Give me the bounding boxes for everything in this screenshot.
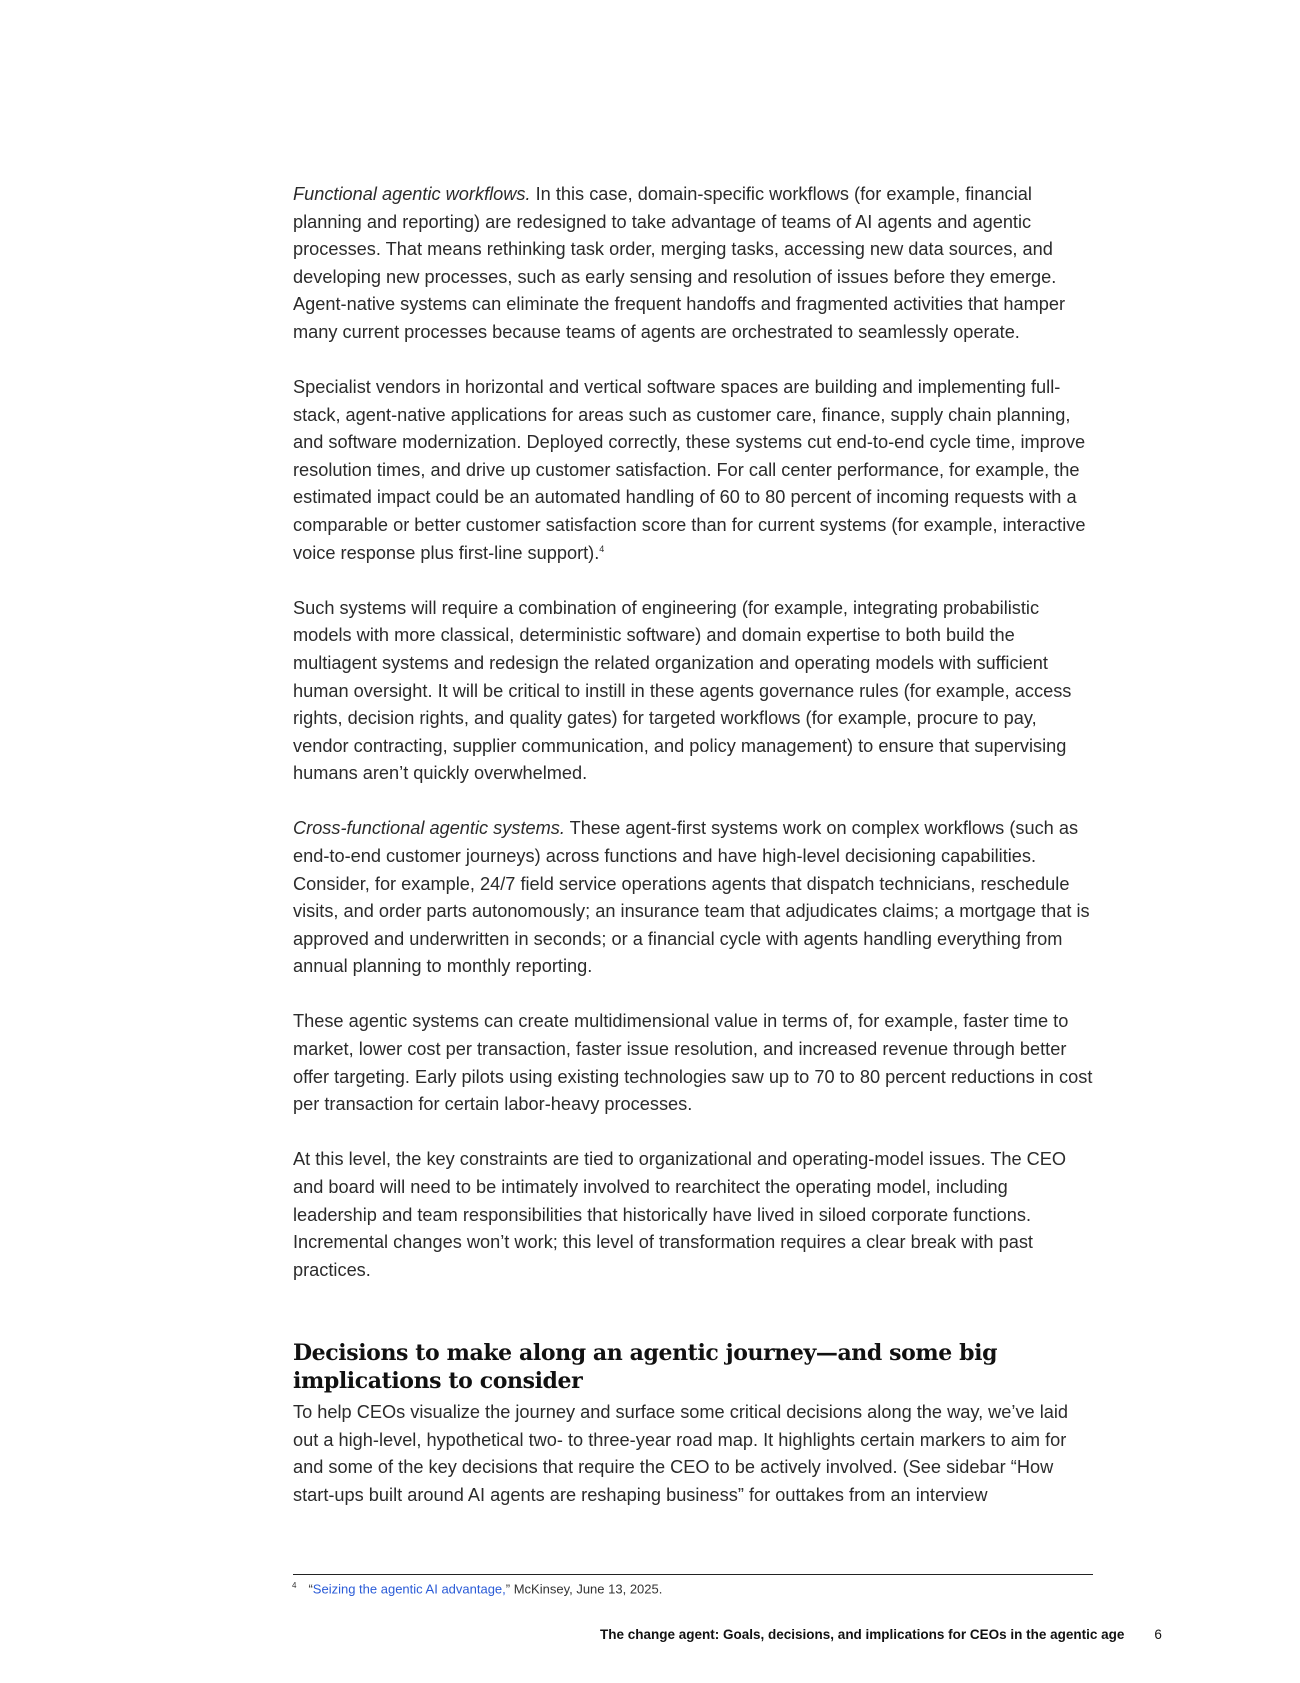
lead-functional-workflows: Functional agentic workflows. [293,184,531,204]
paragraph-cross-functional [293,815,1093,981]
paragraph-functional-workflows [293,181,1093,347]
article-body [293,181,1093,1537]
page-number: 6 [1154,1627,1162,1642]
paragraph-text: Specialist vendors in horizontal and vertical software spaces are building and implementing full-stack, agent-native applications for areas such as customer care, finance, supply chain planning, and software modernization. Deployed correctly, these systems cut end-to-end cycle time, improve resolution times, and drive up customer satisfaction. For call center performance, for example, the estimated impact could be an automated handling of 60 to 80 percent of incoming requests with a comparable or better customer satisfaction score than for current systems (for example, interactive voice response plus first-line support). [293,377,1086,563]
page-footer [600,1627,1160,1642]
footnote-source: ” McKinsey, June 13, 2025. [505,1581,663,1597]
footnote-number: 4 [292,1581,297,1590]
paragraph-road-map: To help CEOs visualize the journey and surface some critical decisions along the way, we’ve laid out a high-level, hypothetical two- to three-year road map. It highlights certain markers to aim for and some of the key decisions that require the CEO to be actively involved. (See sidebar “How start-ups built around AI agents are reshaping business” for outtakes from an interview [293,1402,1069,1506]
paragraph-specialist-vendors [293,374,1093,567]
footnote-open-quote: “ [308,1581,313,1597]
paragraph-text: These agent-first systems work on complex workflows (such as end-to-end customer journeys) across functions and have high-level decisioning capabilities. Consider, for example, 24/7 field service operations agents that dispatch technicians, reschedule visits, and order parts autonomously; an insurance team that adjudicates claims; a mortgage that is approved and underwritten in seconds; or a financial cycle with agents handling everything from annual planning to monthly reporting. [293,818,1090,977]
footnote-link[interactable]: Seizing the agentic AI advantage, [312,1581,506,1597]
footnote-divider [293,1574,1093,1575]
paragraph-text: In this case, domain-specific workflows (for example, financial planning and reporting) are redesigned to take advantage of teams of AI agents and agentic processes. That means rethinking task order, merging tasks, accessing new data sources, and developing new processes, such as early sensing and resolution of issues before they emerge. Agent-native systems can eliminate the frequent handoffs and fragmented activities that hamper many current processes because teams of agents are orchestrated to seamlessly operate. [293,184,1066,342]
paragraph-key-constraints: At this level, the key constraints are tied to organizational and operating-model issues. The CEO and board will need to be intimately involved to rearchitect the operating model, including leadership and team responsibilities that historically have lived in siloed corporate functions. Incremental changes won’t work; this level of transformation requires a clear break with past practices. [293,1149,1067,1280]
section-heading: Decisions to make along an agentic journey—and some big implications to consider [293,1340,998,1395]
footer-title: The change agent: Goals, decisions, and implications for CEOs in the agentic age [600,1627,1125,1642]
paragraph-multidimensional-value: These agentic systems can create multidimensional value in terms of, for example, faster time to market, lower cost per transaction, faster issue resolution, and increased revenue through better offer targeting. Early pilots using existing technologies saw up to 70 to 80 percent reductions in cost per transaction for certain labor-heavy processes. [293,1011,1093,1115]
paragraph-systems-requirements: Such systems will require a combination of engineering (for example, integrating probabilistic models with more classical, deterministic software) and domain expertise to both build the multiagent systems and redesign the related organization and operating models with sufficient human oversight. It will be critical to instill in these agents governance rules (for example, access rights, decision rights, and quality gates) for targeted workflows (for example, procure to pay, vendor contracting, supplier communication, and policy management) to ensure that supervising humans aren’t quickly overwhelmed. [293,597,1072,784]
footnote [292,1581,662,1596]
footnote-reference[interactable]: 4 [599,543,605,554]
lead-cross-functional: Cross-functional agentic systems. [293,818,565,839]
